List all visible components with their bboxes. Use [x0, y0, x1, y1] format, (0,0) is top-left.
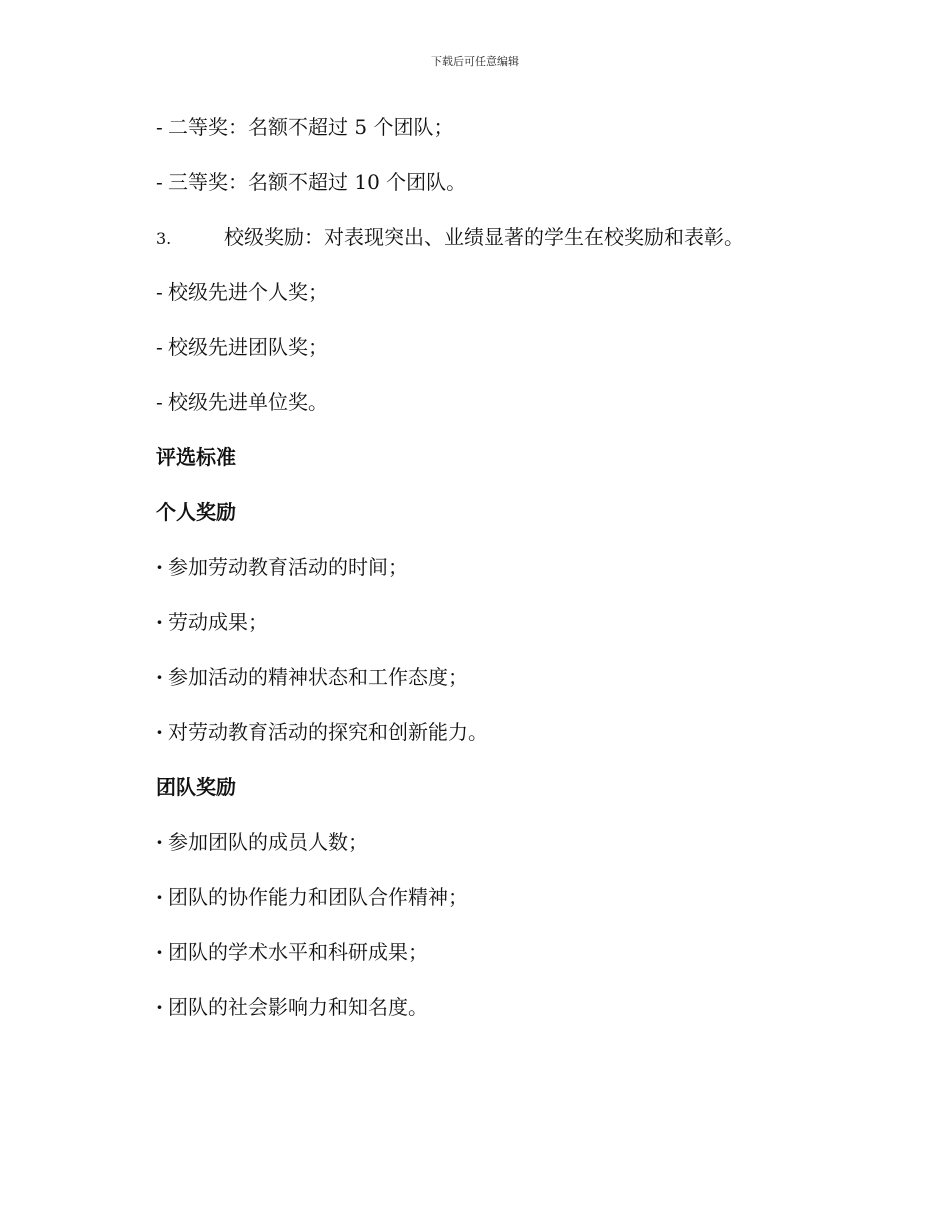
bullet-marker: · — [156, 555, 163, 579]
list-item-text: 团队的社会影响力和知名度。 — [168, 995, 428, 1019]
numbered-item — [156, 210, 836, 265]
team-award-heading: 团队奖励 — [156, 775, 236, 799]
dash-marker: - — [156, 170, 163, 194]
list-item — [156, 815, 836, 870]
list-item — [156, 155, 836, 210]
bullet-marker: · — [156, 830, 163, 854]
list-item — [156, 100, 836, 155]
list-item-text: 团队的学术水平和科研成果； — [168, 940, 428, 964]
dash-marker: - — [156, 335, 163, 359]
list-item — [156, 705, 836, 760]
list-item-text: 校级先进单位奖。 — [168, 390, 328, 414]
list-item — [156, 595, 836, 650]
list-item-text: 参加劳动教育活动的时间； — [168, 555, 408, 579]
list-item-text: 校级先进个人奖； — [168, 280, 328, 304]
bullet-marker: · — [156, 610, 163, 634]
individual-award-heading: 个人奖励 — [156, 500, 236, 524]
bullet-marker: · — [156, 940, 163, 964]
list-item-text: 三等奖：名额不超过 10 个团队。 — [168, 170, 467, 194]
list-item — [156, 375, 836, 430]
list-item-text: 校级先进团队奖； — [168, 335, 328, 359]
bullet-marker: · — [156, 720, 163, 744]
list-item — [156, 925, 836, 980]
bullet-marker: · — [156, 995, 163, 1019]
bullet-marker: · — [156, 885, 163, 909]
list-item — [156, 870, 836, 925]
list-item-text: 参加团队的成员人数； — [168, 830, 368, 854]
list-item-text: 劳动成果； — [168, 610, 268, 634]
dash-marker: - — [156, 115, 163, 139]
list-item — [156, 540, 836, 595]
page-header: 下载后可任意编辑 — [431, 55, 519, 68]
section-title: 评选标准 — [156, 445, 236, 469]
list-item — [156, 650, 836, 705]
dash-marker: - — [156, 390, 163, 414]
bullet-marker: · — [156, 665, 163, 689]
list-item — [156, 980, 836, 1035]
numbered-item-text: 校级奖励：对表现突出、业绩显著的学生在校奖励和表彰。 — [224, 225, 744, 249]
item-number: 3. — [156, 229, 172, 248]
list-item-text: 参加活动的精神状态和工作态度； — [168, 665, 468, 689]
list-item-text: 二等奖：名额不超过 5 个团队； — [168, 115, 454, 139]
document-body — [156, 100, 836, 1035]
list-item — [156, 320, 836, 375]
list-item — [156, 265, 836, 320]
dash-marker: - — [156, 280, 163, 304]
list-item-text: 对劳动教育活动的探究和创新能力。 — [168, 720, 488, 744]
list-item-text: 团队的协作能力和团队合作精神； — [168, 885, 468, 909]
